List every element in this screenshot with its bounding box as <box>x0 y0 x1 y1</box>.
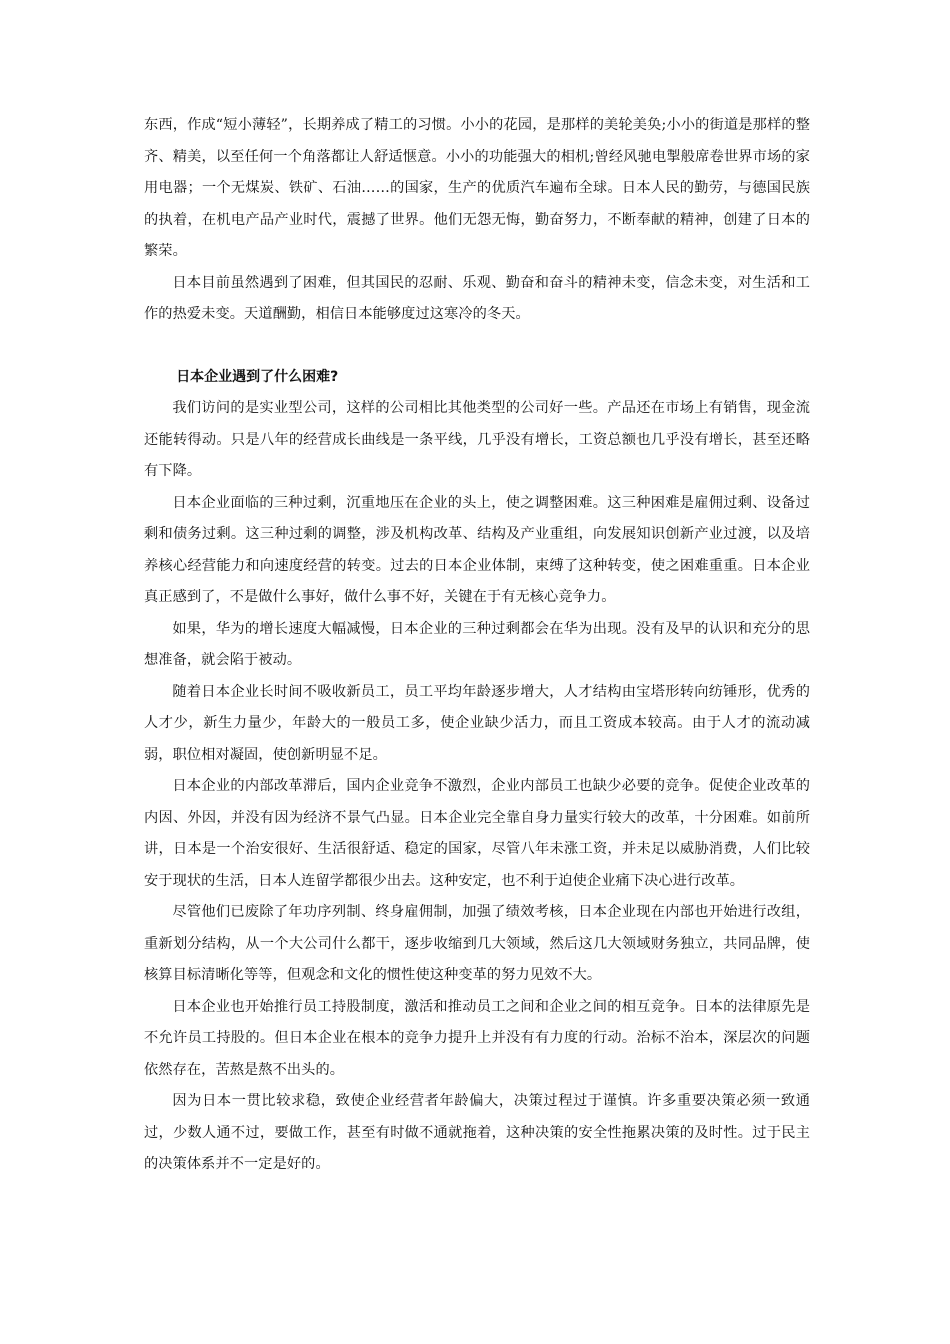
body-paragraph: 如果，华为的增长速度大幅减慢，日本企业的三种过剩都会在华为出现。没有及早的认识和充分的思想准备，就会陷于被动。 <box>144 620 810 668</box>
section-spacer <box>144 331 810 362</box>
intro-paragraph: 东西，作成“短小薄轻”，长期养成了精工的习惯。小小的花园，是那样的美轮美奂;小小的街道是那样的整齐、精美，以至任何一个角落都让人舒适惬意。小小的功能强大的相机;曾经风驰电掣般席卷世界市场的家用电器；一个无煤炭、铁矿、石油……的国家，生产的优质汽车遍布全球。日本人民的勤劳，与德国民族的执着，在机电产品产业时代，震撼了世界。他们无怨无悔，勤奋努力，不断奉献的精神，创建了日本的繁荣。 <box>144 117 810 259</box>
body-paragraph: 尽管他们已废除了年功序列制、终身雇佣制，加强了绩效考核，日本企业现在内部也开始进行改组，重新划分结构，从一个大公司什么都干，逐步收缩到几大领域，然后这几大领域财务独立，共同品牌，使核算目标清晰化等等，但观念和文化的惯性使这种变革的努力见效不大。 <box>144 904 810 983</box>
document-page <box>144 110 810 1181</box>
body-paragraph: 日本企业面临的三种过剩，沉重地压在企业的头上，使之调整困难。这三种困难是雇佣过剩、设备过剩和债务过剩。这三种过剩的调整，涉及机构改革、结构及产业重组，向发展知识创新产业过渡，以及培养核心经营能力和向速度经营的转变。过去的日本企业体制，束缚了这种转变，使之困难重重。日本企业真正感到了，不是做什么事好，做什么事不好，关键在于有无核心竞争力。 <box>144 494 810 605</box>
section-heading: 日本企业遇到了什么困难? <box>176 368 339 385</box>
body-paragraph: 日本企业也开始推行员工持股制度，激活和推动员工之间和企业之间的相互竞争。日本的法律原先是不允许员工持股的。但日本企业在根本的竞争力提升上并没有有力度的行动。治标不治本，深层次的问题依然存在，苦熬是熬不出头的。 <box>144 998 810 1078</box>
body-paragraph: 日本企业的内部改革滞后，国内企业竞争不激烈，企业内部员工也缺少必要的竞争。促使企业改革的内因、外因，并没有因为经济不景气凸显。日本企业完全靠自身力量实行较大的改革，十分困难。如前所讲，日本是一个治安很好、生活很舒适、稳定的国家，尽管八年未涨工资，并未足以威胁消费，人们比较安于现状的生活，日本人连留学都很少出去。这种安定，也不利于迫使企业痛下决心进行改革。 <box>144 778 810 889</box>
body-paragraph: 因为日本一贯比较求稳，致使企业经营者年龄偏大，决策过程过于谨慎。许多重要决策必须一致通过，少数人通不过，要做工作，甚至有时做不通就拖着，这种决策的安全性拖累决策的及时性。过于民主的决策体系并不一定是好的。 <box>144 1093 810 1172</box>
body-paragraph: 我们访问的是实业型公司，这样的公司相比其他类型的公司好一些。产品还在市场上有销售，现金流还能转得动。只是八年的经营成长曲线是一条平线，几乎没有增长，工资总额也几乎没有增长，甚至还略有下降。 <box>144 400 810 479</box>
body-paragraph: 随着日本企业长时间不吸收新员工，员工平均年龄逐步增大，人才结构由宝塔形转向纺锤形，优秀的人才少，新生力量少，年龄大的一般员工多，使企业缺少活力，而且工资成本较高。由于人才的流动减弱，职位相对凝固，使创新明显不足。 <box>144 683 810 763</box>
intro-paragraph: 日本目前虽然遇到了困难，但其国民的忍耐、乐观、勤奋和奋斗的精神未变，信念未变，对生活和工作的热爱未变。天道酬勤，相信日本能够度过这寒冷的冬天。 <box>144 274 810 322</box>
